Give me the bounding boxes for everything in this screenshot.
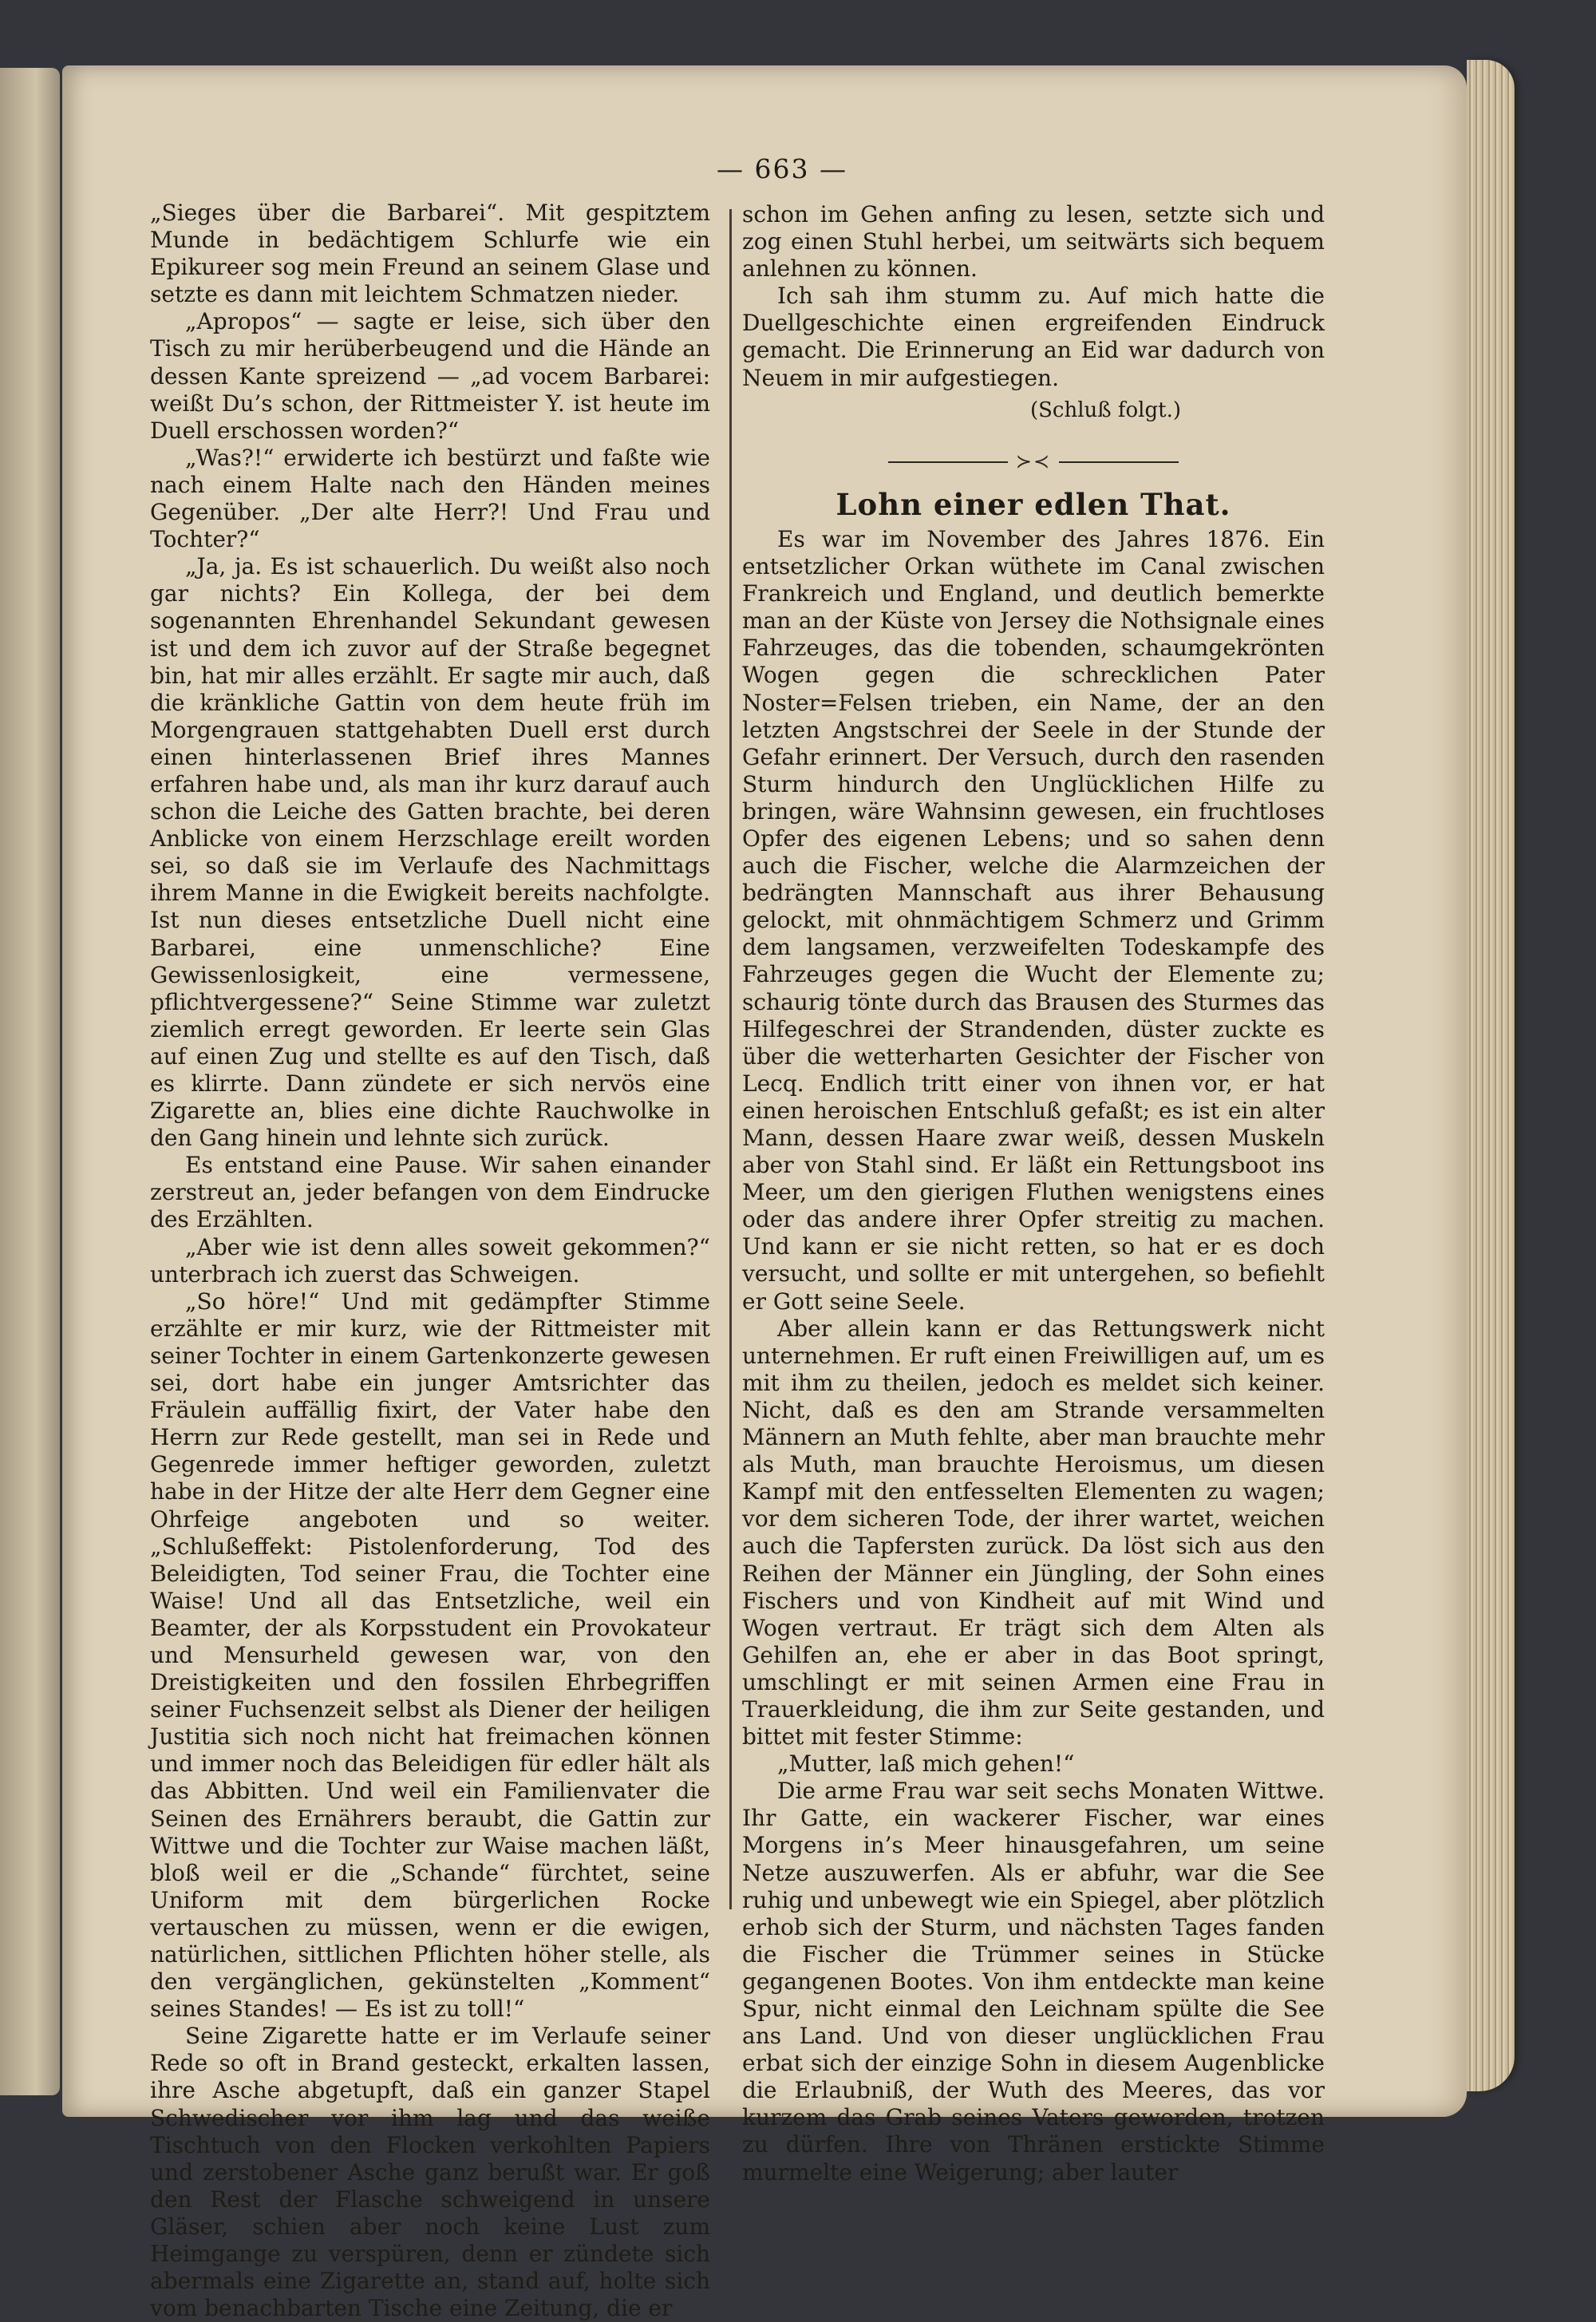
article-body (742, 526, 1325, 2186)
paragraph: Es entstand eine Pause. Wir sahen einander zerstreut an, jeder befangen von dem Eindrucke des Erzählten. (150, 1152, 710, 1233)
paragraph: „Aber wie ist denn alles soweit gekommen?“ unterbrach ich zuerst das Schweigen. (150, 1233, 710, 1288)
page-number: — 663 — (717, 153, 847, 184)
page-stack-edge (1467, 60, 1515, 2091)
paragraph: Aber allein kann er das Rettungswerk nicht unternehmen. Er ruft einen Freiwilligen auf, um es mit ihm zu theilen, jedoch es meldet sich keiner. Nicht, daß es den am Strande versammelten Männern an Muth fehlte, aber man brauchte mehr als Muth, man brauchte Heroismus, um diesen Kampf mit den entfesselten Elementen zu wagen; vor dem sicheren Tode, der ihrer wartet, weichen auch die Tapfersten zurück. Da löst sich aus den Reihen der Männer ein Jüngling, der Sohn eines Fischers und von Kindheit auf mit Wind und Wogen vertraut. Er trägt sich dem Alten als Gehilfen an, ehe er aber in das Boot springt, umschlingt er mit seinen Armen eine Frau in Trauerkleidung, die ihm zur Seite gestanden, und bittet mit fester Stimme: (742, 1315, 1325, 1750)
paragraph: „Was?!“ erwiderte ich bestürzt und faßte wie nach einem Halte nach den Händen meines Gegenüber. „Der alte Herr?! Und Frau und Tochter?“ (150, 444, 710, 553)
section-ornament (742, 448, 1325, 475)
ornament-glyph: ≻≺ (1015, 449, 1052, 473)
right-column (742, 201, 1325, 2186)
paragraph: Ich sah ihm stumm zu. Auf mich hatte die Duellgeschichte einen ergreifenden Eindruck gemacht. Die Erinnerung an Eid war dadurch von Neuem in mir aufgestiegen. (742, 283, 1325, 391)
previous-page-edge (0, 68, 60, 2095)
story-continuation (742, 201, 1325, 392)
paragraph: „Sieges über die Barbarei“. Mit gespitztem Munde in bedächtigem Schlurfe wie ein Epikureer sog mein Freund an seinem Glase und setzte es dann mit leichtem Schmatzen nieder. (150, 200, 710, 308)
paragraph: Es war im November des Jahres 1876. Ein entsetzlicher Orkan wüthete im Canal zwischen Frankreich und England, und deutlich bemerkte man an der Küste von Jersey die Nothsignale eines Fahrzeuges, das die tobenden, schaumgekrönten Wogen gegen die schrecklichen Pater Noster=Felsen trieben, ein Name, der an den letzten Angstschrei der Seele in der Stunde der Gefahr erinnert. Der Versuch, durch den rasenden Sturm hindurch den Unglücklichen Hilfe zu bringen, wäre Wahnsinn gewesen, ein fruchtloses Opfer des eigenen Lebens; und so sahen denn auch die Fischer, welche die Alarmzeichen der bedrängten Mannschaft aus ihrer Behausung gelockt, mit ohnmächtigem Schmerz und Grimm dem langsamen, verzweifelten Todeskampfe des Fahrzeuges gegen die Wucht der Elemente zu; schaurig tönte durch das Brausen des Sturmes das Hilfegeschrei der Strandenden, düster zuckte es über die wetterharten Gesichter der Fischer von Lecq. Endlich tritt einer von ihnen vor, er hat einen heroischen Entschluß gefaßt; es ist ein alter Mann, dessen Haare zwar weiß, dessen Muskeln aber von Stahl sind. Er läßt ein Rettungsboot ins Meer, um den gierigen Fluthen wenigstens eines oder das andere ihrer Opfer streitig zu machen. Und kann er sie nicht retten, so hat er es doch versucht, und sollte er mit untergehen, so befiehlt er Gott seine Seele. (742, 525, 1325, 1315)
paragraph: „Apropos“ — sagte er leise, sich über den Tisch zu mir herüberbeugend und die Hände an dessen Kante spreizend — „ad vocem Barbarei: weißt Du’s schon, der Rittmeister Y. ist heute im Duell erschossen worden?“ (150, 308, 710, 444)
column-divider (729, 209, 732, 1909)
paragraph: Seine Zigarette hatte er im Verlaufe seiner Rede so oft in Brand gesteckt, erkalten lassen, ihre Asche abgetupft, daß ein ganzer Stapel Schwedischer vor ihm lag und das weiße Tischtuch von den Flocken verkohlten Papiers und zerstobener Asche ganz berußt war. Er goß den Rest der Flasche schweigend in unsere Gläser, schien aber noch keine Lust zum Heimgange zu verspüren, denn er zündete sich abermals eine Zigarette an, stand auf, holte sich vom benachbarten Tische eine Zeitung, die er (150, 2023, 710, 2322)
left-column (150, 200, 710, 2322)
to-be-continued-note: (Schluß folgt.) (1029, 398, 1181, 422)
paragraph: „Mutter, laß mich gehen!“ (777, 1750, 1075, 1778)
paragraph: Die arme Frau war seit sechs Monaten Wittwe. Ihr Gatte, ein wackerer Fischer, war eines Morgens in’s Meer hinausgefahren, um seine Netze auszuwerfen. Als er abfuhr, war die See ruhig und unbewegt wie ein Spiegel, aber plötzlich erhob sich der Sturm, und nächsten Tages fanden die Fischer die Trümmer seines in Stücke gegangenen Bootes. Von ihm entdeckte man keine Spur, nicht einmal den Leichnam spülte die See ans Land. Und von dieser unglücklichen Frau erbat sich der einzige Sohn in diesem Augenblicke die Erlaubniß, der Wuth des Meeres, das vor kurzem das Grab seines Vaters geworden, trotzen zu dürfen. Ihre von Thränen erstickte Stimme murmelte eine Weigerung; aber lauter (742, 1778, 1325, 2186)
article-title: Lohn einer edlen That. (836, 486, 1231, 522)
paragraph: schon im Gehen anfing zu lesen, setzte sich und zog einen Stuhl herbei, um seitwärts sich bequem anlehnen zu können. (742, 201, 1325, 283)
paragraph: „So höre!“ Und mit gedämpfter Stimme erzählte er mir kurz, wie der Rittmeister mit seiner Tochter in einem Gartenkonzerte gewesen sei, dort habe ein junger Amtsrichter das Fräulein auffällig fixirt, der Vater habe den Herrn zur Rede gestellt, man sei in Rede und Gegenrede immer heftiger geworden, zuletzt habe in der Hitze der alte Herr dem Gegner eine Ohrfeige angeboten und so weiter. „Schlußeffekt: Pistolenforderung, Tod des Beleidigten, Tod seiner Frau, die Tochter eine Waise! Und all das Entsetzliche, weil ein Beamter, der als Korpsstudent ein Provokateur und Mensurheld gewesen war, von den Dreistigkeiten und den fossilen Ehrbegriffen seiner Fuchsenzeit selbst als Diener der heiligen Justitia sich noch nicht hat freimachen können und immer noch das Beleidigen für edler hält als das Abbitten. Und weil ein Familienvater die Seinen des Ernährers beraubt, die Gattin zur Wittwe und die Tochter zur Waise machen läßt, bloß weil er die „Schande“ fürchtet, seine Uniform mit dem bürgerlichen Rocke vertauschen zu müssen, wenn er die ewigen, natürlichen, sittlichen Pflichten höher stelle, als den vergänglichen, gekünstelten „Komment“ seines Standes! — Es ist zu toll!“ (150, 1288, 710, 2023)
paragraph: „Ja, ja. Es ist schauerlich. Du weißt also noch gar nichts? Ein Kollega, der bei dem sogenannten Ehrenhandel Sekundant gewesen ist und dem ich zuvor auf der Straße begegnet bin, hat mir alles erzählt. Er sagte mir auch, daß die kränkliche Gattin von dem heute früh im Morgengrauen stattgehabten Duell erst durch einen hinterlassenen Brief ihres Mannes erfahren habe und, als man ihr kurz darauf auch schon die Leiche des Gatten brachte, bei deren Anblicke von einem Herzschlage ereilt worden sei, so daß sie im Verlaufe des Nachmittags ihrem Manne in die Ewigkeit bereits nachfolgte. Ist nun dieses entsetzliche Duell nicht eine Barbarei, eine unmenschliche? Eine Gewissenlosigkeit, eine vermessene, pflichtvergessene?“ Seine Stimme war zuletzt ziemlich erregt geworden. Er leerte sein Glas auf einen Zug und stellte es auf den Tisch, daß es klirrte. Dann zündete er sich nervös eine Zigarette an, blies eine dichte Rauchwolke in den Gang hinein und lehnte sich zurück. (150, 553, 710, 1152)
